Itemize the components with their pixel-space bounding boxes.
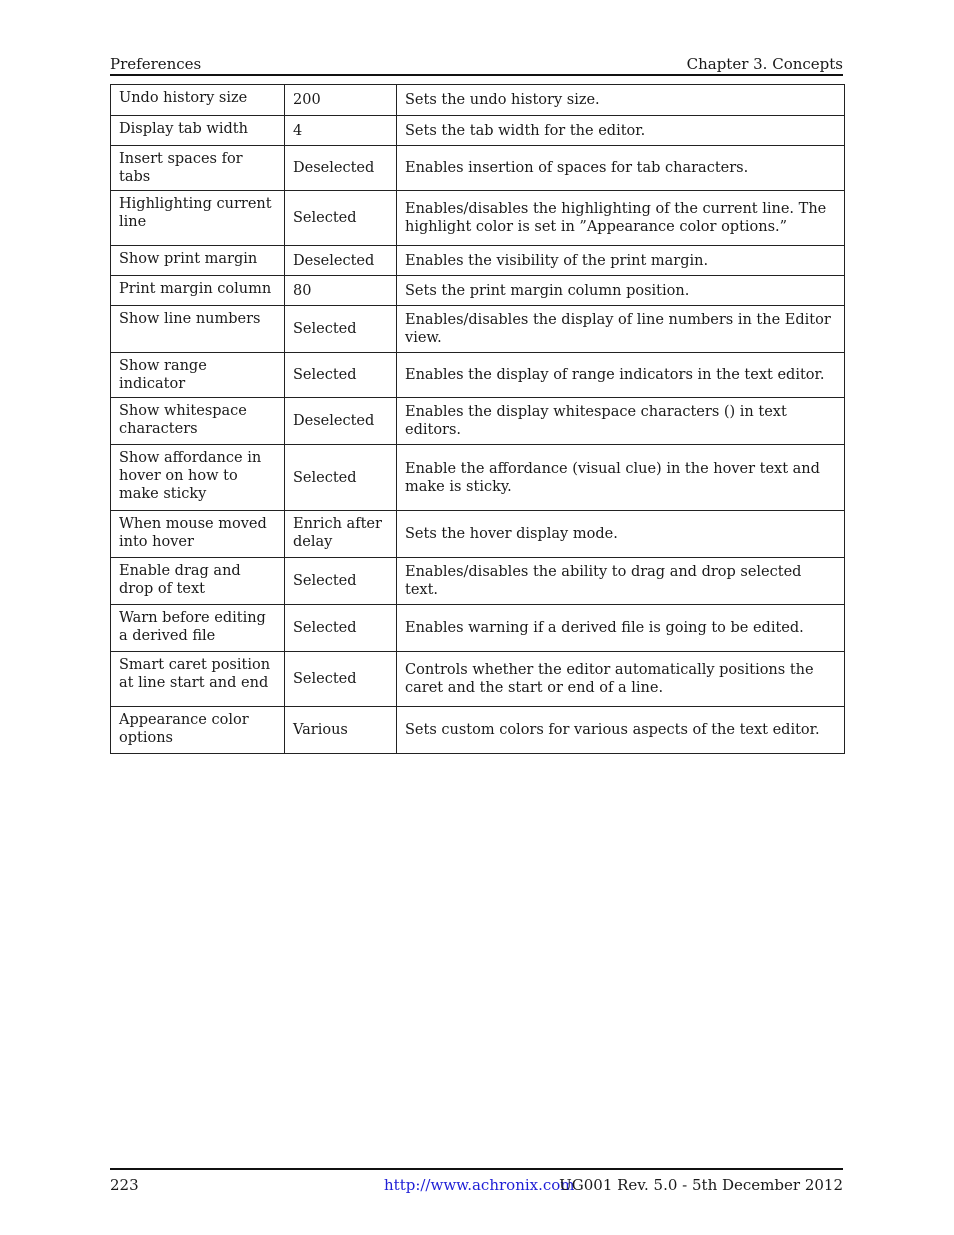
preference-value: Selected <box>285 306 397 353</box>
table-row <box>111 605 845 652</box>
preference-value: Selected <box>285 191 397 246</box>
preference-description: Sets the hover display mode. <box>397 511 845 558</box>
preference-name: Show affordance in hover on how to make sticky <box>111 445 285 511</box>
preferences-table-body <box>111 85 845 754</box>
preference-name: Highlighting current line <box>111 191 285 246</box>
preference-name: Appearance color options <box>111 707 285 754</box>
preference-value: Selected <box>285 445 397 511</box>
table-row <box>111 116 845 146</box>
preference-value: 4 <box>285 116 397 146</box>
preference-value: Selected <box>285 605 397 652</box>
preference-value: 200 <box>285 85 397 116</box>
table-row <box>111 511 845 558</box>
preference-name: Display tab width <box>111 116 285 146</box>
preference-name: When mouse moved into hover <box>111 511 285 558</box>
preference-value: Various <box>285 707 397 754</box>
preference-name: Show line numbers <box>111 306 285 353</box>
preference-description: Sets the print margin column position. <box>397 276 845 306</box>
preference-name: Show range indicator <box>111 353 285 398</box>
preference-description: Enables warning if a derived file is going to be edited. <box>397 605 845 652</box>
table-row <box>111 445 845 511</box>
preference-description: Enables the visibility of the print margin. <box>397 246 845 276</box>
page-number: 223 <box>110 1176 139 1194</box>
table-row <box>111 353 845 398</box>
preference-description: Sets the undo history size. <box>397 85 845 116</box>
preference-description: Controls whether the editor automatically positions the caret and the start or end of a line. <box>397 652 845 707</box>
table-row <box>111 146 845 191</box>
page-footer <box>110 1168 843 1196</box>
preference-description: Enables insertion of spaces for tab characters. <box>397 146 845 191</box>
preference-value: Deselected <box>285 246 397 276</box>
preference-description: Sets the tab width for the editor. <box>397 116 845 146</box>
table-row <box>111 276 845 306</box>
table-row <box>111 558 845 605</box>
section-title: Preferences <box>110 55 202 73</box>
preference-value: Enrich after delay <box>285 511 397 558</box>
table-row <box>111 85 845 116</box>
document-reference: UG001 Rev. 5.0 - 5th December 2012 <box>559 1176 843 1194</box>
preference-description: Enables/disables the ability to drag and drop selected text. <box>397 558 845 605</box>
page-header <box>110 54 843 76</box>
preference-name: Show whitespace characters <box>111 398 285 445</box>
preference-name: Warn before editing a derived file <box>111 605 285 652</box>
table-row <box>111 707 845 754</box>
preference-name: Print margin column <box>111 276 285 306</box>
preference-name: Smart caret position at line start and end <box>111 652 285 707</box>
preference-name: Enable drag and drop of text <box>111 558 285 605</box>
preference-description: Enables/disables the highlighting of the current line. The highlight color is set in ”Appearance color options.” <box>397 191 845 246</box>
preference-description: Enables the display of range indicators in the text editor. <box>397 353 845 398</box>
preference-description: Enable the affordance (visual clue) in the hover text and make is sticky. <box>397 445 845 511</box>
table-row <box>111 191 845 246</box>
table-row <box>111 652 845 707</box>
preference-name: Show print margin <box>111 246 285 276</box>
preferences-table <box>110 84 845 754</box>
preference-value: Deselected <box>285 398 397 445</box>
table-row <box>111 398 845 445</box>
preference-description: Enables the display whitespace characters () in text editors. <box>397 398 845 445</box>
preference-value: Deselected <box>285 146 397 191</box>
preference-value: Selected <box>285 558 397 605</box>
table-row <box>111 246 845 276</box>
preference-value: Selected <box>285 652 397 707</box>
preference-description: Enables/disables the display of line numbers in the Editor view. <box>397 306 845 353</box>
preference-name: Undo history size <box>111 85 285 116</box>
preference-description: Sets custom colors for various aspects of the text editor. <box>397 707 845 754</box>
table-row <box>111 306 845 353</box>
preference-value: Selected <box>285 353 397 398</box>
chapter-title: Chapter 3. Concepts <box>686 55 843 73</box>
preference-value: 80 <box>285 276 397 306</box>
website-link[interactable]: http://www.achronix.com <box>384 1176 575 1194</box>
preference-name: Insert spaces for tabs <box>111 146 285 191</box>
